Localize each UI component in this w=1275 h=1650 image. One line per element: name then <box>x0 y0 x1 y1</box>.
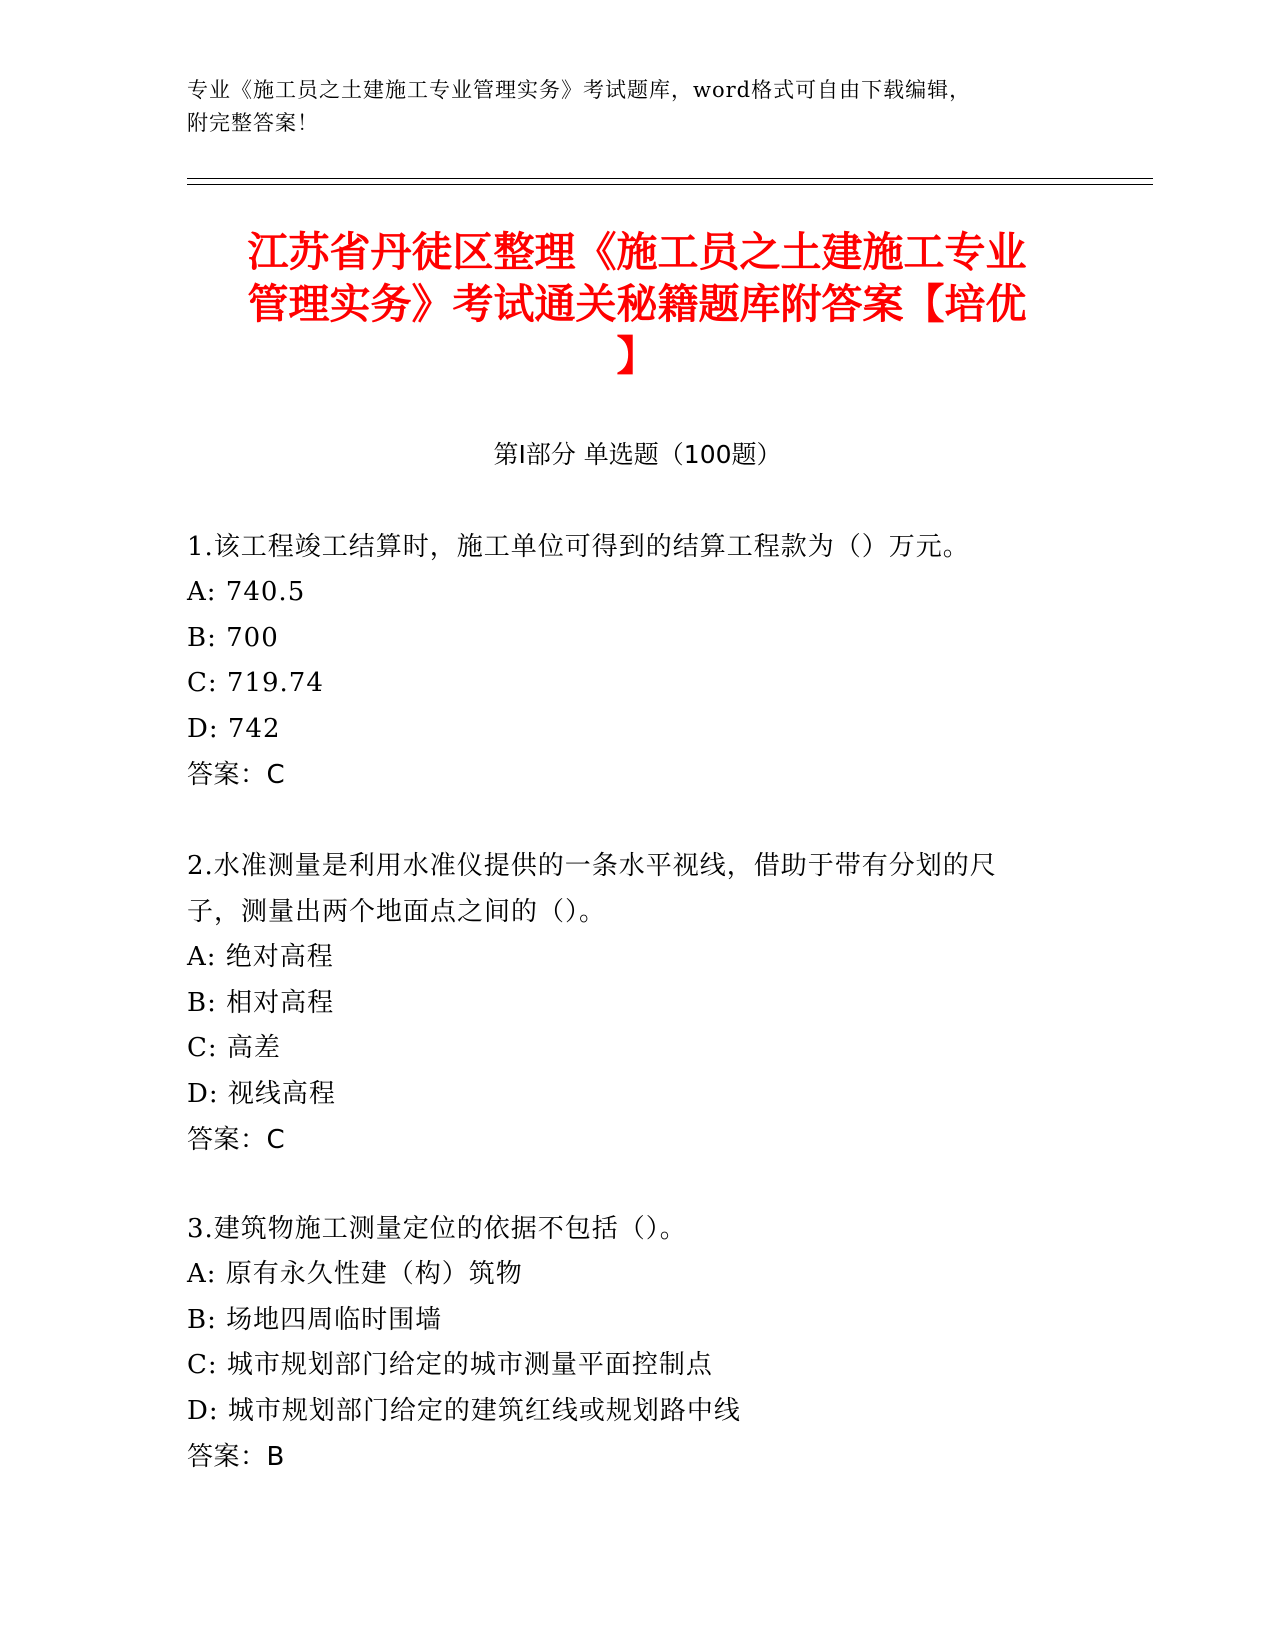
header-note-line: 专业《施工员之土建施工专业管理实务》考试题库，word格式可自由下载编辑， <box>187 78 972 102</box>
question-block <box>187 524 1067 798</box>
answer-line: 答案：C <box>187 760 286 790</box>
question-stem: 1.该工程竣工结算时，施工单位可得到的结算工程款为（）万元。 <box>187 532 970 562</box>
option-d: D: 742 <box>187 713 281 744</box>
title-line: 管理实务》考试通关秘籍题库附答案【培优 <box>247 280 1027 328</box>
option-b: B: 场地四周临时围墙 <box>187 1304 443 1335</box>
answer-line: 答案：B <box>187 1442 285 1472</box>
option-d: D: 城市规划部门给定的建筑红线或规划路中线 <box>187 1395 741 1426</box>
option-c: C: 719.74 <box>187 668 324 698</box>
header-divider <box>187 184 1153 185</box>
title-line: 】 <box>616 332 658 380</box>
question-stem: 2.水准测量是利用水准仪提供的一条水平视线，借助于带有分划的尺 <box>187 851 997 881</box>
header-note <box>187 74 1087 140</box>
answer-line: 答案：C <box>187 1125 286 1155</box>
section-title: 第Ⅰ部分 单选题（100题） <box>493 440 782 469</box>
header-divider <box>187 178 1153 179</box>
option-b: B: 700 <box>187 622 279 653</box>
header-note-line: 附完整答案！ <box>187 111 319 135</box>
option-a: A: 原有永久性建（构）筑物 <box>187 1259 523 1289</box>
option-a: A: 绝对高程 <box>187 942 334 972</box>
question-stem: 子，测量出两个地面点之间的（）。 <box>187 897 607 927</box>
option-c: C: 高差 <box>187 1033 281 1063</box>
question-block <box>187 843 1067 1163</box>
option-c: C: 城市规划部门给定的城市测量平面控制点 <box>187 1350 713 1380</box>
question-block <box>187 1206 1067 1480</box>
option-d: D: 视线高程 <box>187 1078 336 1109</box>
question-stem: 3.建筑物施工测量定位的依据不包括（）。 <box>187 1214 687 1244</box>
document-title <box>187 226 1087 382</box>
option-a: A: 740.5 <box>187 577 306 607</box>
title-line: 江苏省丹徒区整理《施工员之土建施工专业 <box>247 228 1027 276</box>
option-b: B: 相对高程 <box>187 987 335 1018</box>
